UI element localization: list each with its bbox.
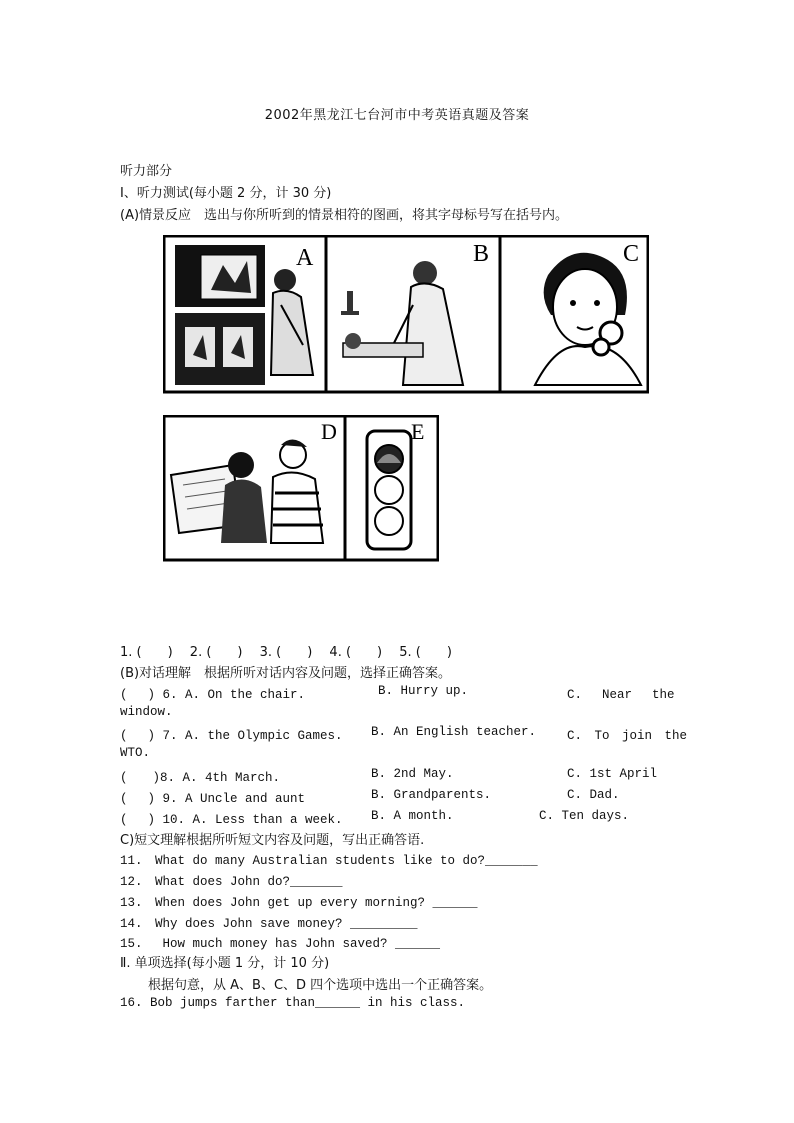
q6-option-c: C. Near the — [567, 688, 675, 702]
q7-option-a: ( ) 7. A. the Olympic Games. — [120, 729, 343, 743]
q9-option-c: C. Dad. — [567, 788, 620, 802]
question-15: 15. How much money has John saved? ______ — [120, 937, 441, 951]
part-a-instructions: (A)情景反应 选出与你所听到的情景相符的图画，将其字母标号写在括号内。 — [120, 208, 569, 223]
q6-option-a: ( ) 6. A. On the chair. — [120, 688, 306, 702]
picture-label-c: C — [623, 241, 640, 267]
q10-option-a: ( ) 10. A. Less than a week. — [120, 813, 343, 827]
question-16: 16. Bob jumps farther than______ in his class. — [120, 996, 466, 1010]
q9-option-a: ( ) 9. A Uncle and aunt — [120, 792, 306, 806]
question-11: 11. What do many Australian students like to do?_______ — [120, 854, 538, 868]
listening-heading: 听力部分 — [120, 164, 173, 179]
part-c-instructions: C)短文理解根据所听短文内容及问题，写出正确答语. — [120, 833, 425, 848]
q6-continuation: window. — [120, 705, 173, 719]
q9-option-b: B. Grandparents. — [371, 788, 492, 802]
picture-label-d: D — [321, 419, 337, 444]
section-2-instructions: 根据句意，从 A、B、C、D 四个选项中选出一个正确答案。 — [148, 978, 493, 993]
picture-strip-abc — [163, 235, 649, 395]
q7-option-b: B. An English teacher. — [371, 725, 537, 739]
section-2-heading: Ⅱ. 单项选择(每小题 1 分，计 10 分) — [120, 956, 330, 971]
question-13: 13. When does John get up every morning? ______ — [120, 896, 478, 910]
picture-strip-de — [163, 415, 439, 563]
page-title: 2002年黑龙江七台河市中考英语真题及答案 — [264, 108, 530, 123]
question-12: 12. What does John do?_______ — [120, 875, 343, 889]
q8-option-b: B. 2nd May. — [371, 767, 454, 781]
picture-label-a: A — [296, 245, 314, 271]
q6-option-b: B. Hurry up. — [378, 684, 469, 698]
q10-option-b: B. A month. — [371, 809, 454, 823]
section-1-heading: I、听力测试(每小题 2 分，计 30 分) — [120, 186, 332, 201]
question-14: 14. Why does John save money? _________ — [120, 917, 418, 931]
q10-option-c: C. Ten days. — [539, 809, 630, 823]
q7-option-c: C. To join the — [567, 729, 688, 743]
picture-label-e: E — [411, 419, 425, 444]
part-b-instructions: (B)对话理解 根据所听对话内容及问题，选择正确答案。 — [120, 666, 452, 681]
q8-option-a: ( )8. A. 4th March. — [120, 771, 281, 785]
answer-slots: 1. ( ) 2. ( ) 3. ( ) 4. ( ) 5. ( ) — [120, 645, 452, 660]
q8-option-c: C. 1st April — [567, 767, 658, 781]
q7-continuation: WTO. — [120, 746, 151, 760]
picture-label-b: B — [473, 241, 490, 267]
